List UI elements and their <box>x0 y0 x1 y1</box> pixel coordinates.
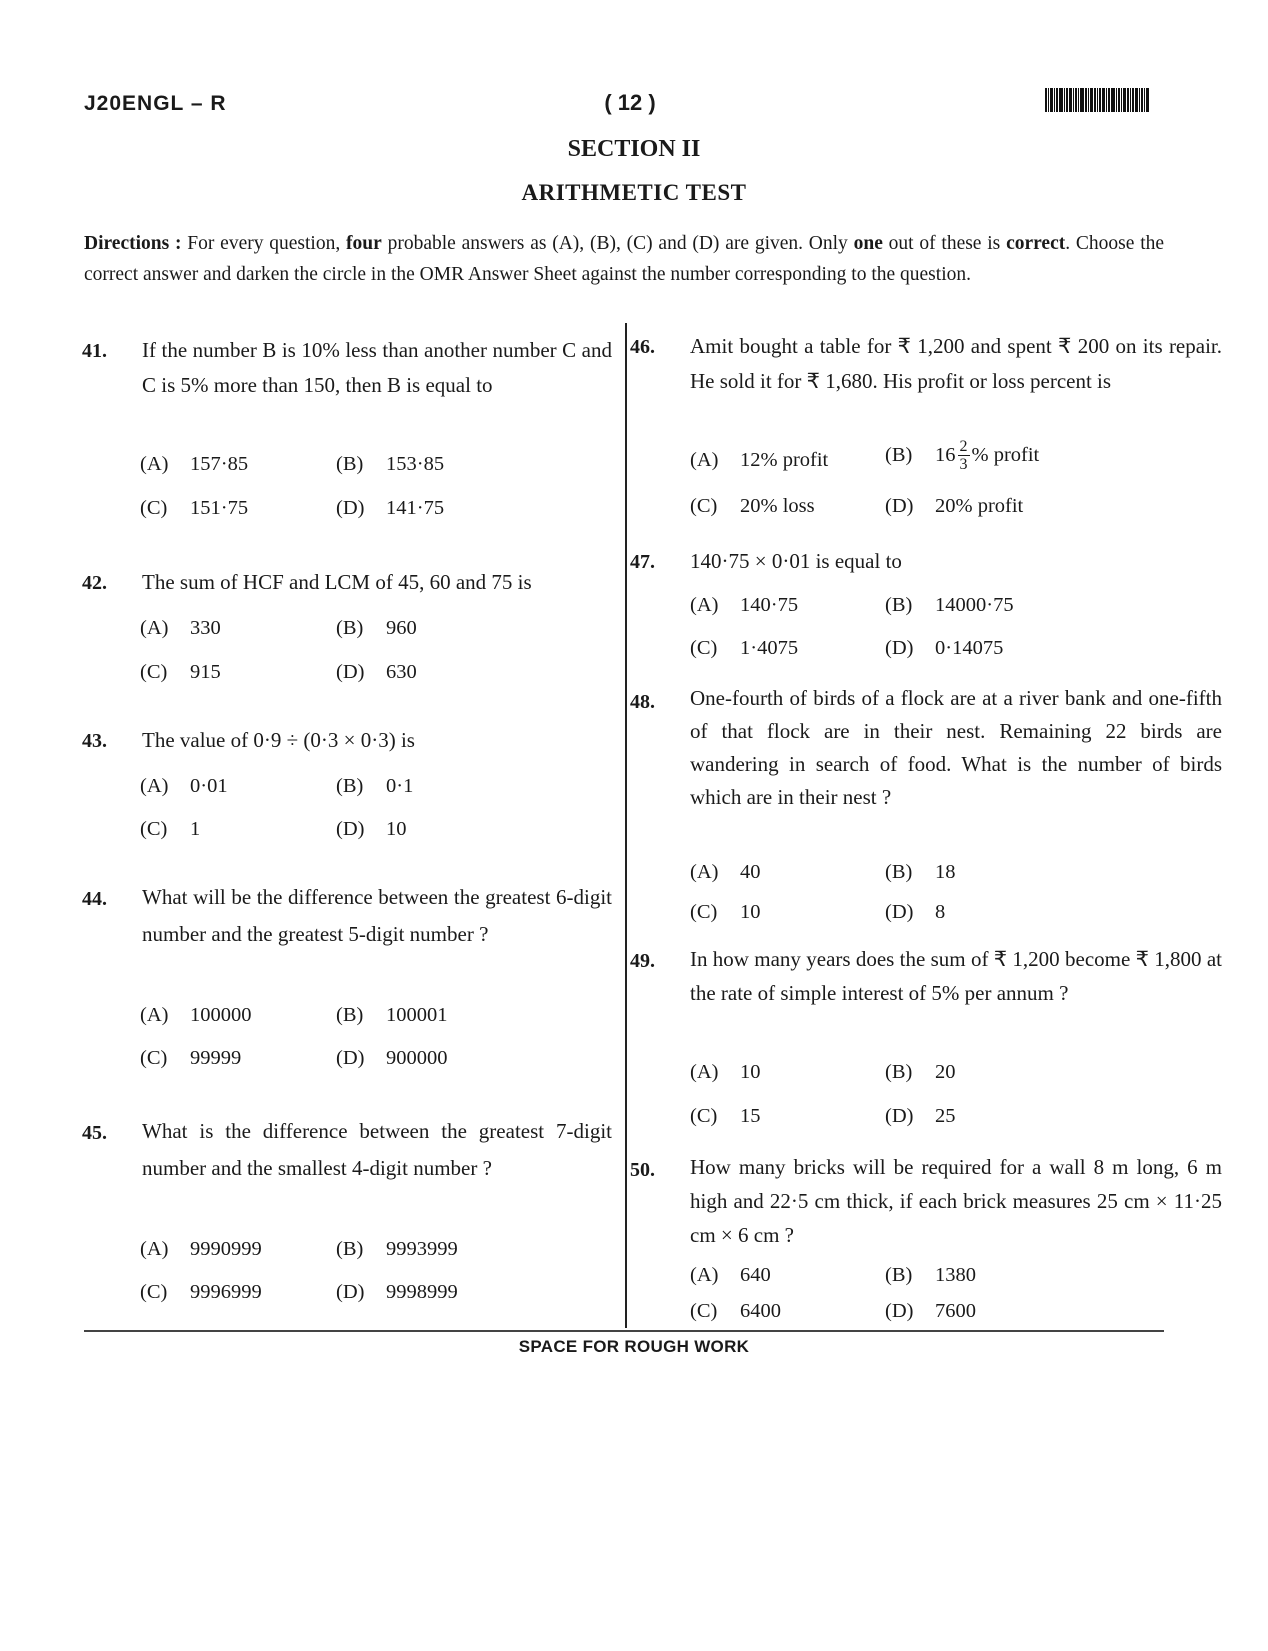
paper-code: J20ENGL – R <box>84 92 227 115</box>
option-label: (B) <box>885 594 913 616</box>
option-value: 8 <box>935 901 946 923</box>
fraction-numerator: 2 <box>959 438 968 455</box>
option-label: (A) <box>690 449 719 471</box>
directions-text: . Choose the correct answer and darken the circle in the OMR Answer Sheet against the number corresponding to the question. <box>84 233 1165 285</box>
option-value: 640 <box>740 1264 771 1286</box>
page-number: ( 12 ) <box>604 90 656 115</box>
option-label: (B) <box>885 444 913 466</box>
option-d[interactable] <box>336 661 417 684</box>
option-label: (C) <box>140 497 168 519</box>
option-value: 99999 <box>190 1047 242 1069</box>
column-divider <box>625 323 627 1328</box>
option-b[interactable] <box>336 1004 448 1027</box>
option-value: 0·01 <box>190 775 228 797</box>
option-suffix: % profit <box>971 444 1040 466</box>
question-number: 46. <box>630 336 655 358</box>
option-b[interactable] <box>885 861 956 884</box>
directions-paragraph <box>84 228 1164 290</box>
fraction-whole: 16 <box>935 444 956 466</box>
option-d[interactable] <box>885 495 1023 518</box>
option-value: 140·75 <box>740 594 799 616</box>
option-label: (D) <box>885 637 914 659</box>
question-number: 48. <box>630 691 655 713</box>
option-a[interactable] <box>140 1238 262 1261</box>
option-c[interactable] <box>140 497 248 520</box>
option-value: 0·1 <box>386 775 414 797</box>
option-label: (D) <box>885 1105 914 1127</box>
option-a[interactable] <box>690 594 798 617</box>
option-value: 7600 <box>935 1300 976 1322</box>
question-text: In how many years does the sum of ₹ 1,200 become ₹ 1,800 at the rate of simple interest of 5% per annum ? <box>690 947 1222 1005</box>
option-value: 18 <box>935 861 956 883</box>
option-value: 100001 <box>386 1004 448 1026</box>
option-c[interactable] <box>690 1105 761 1128</box>
option-c[interactable] <box>140 818 200 841</box>
option-label: (D) <box>885 901 914 923</box>
option-label: (C) <box>140 661 168 683</box>
option-value: 330 <box>190 617 221 639</box>
option-label: (C) <box>690 1300 718 1322</box>
option-a[interactable] <box>140 617 221 640</box>
question-text: How many bricks will be required for a wall 8 m long, 6 m high and 22·5 cm thick, if each brick measures 25 cm × 11·25 cm × 6 cm ? <box>690 1155 1222 1247</box>
option-value: 151·75 <box>190 497 249 519</box>
option-value: 15 <box>740 1105 761 1127</box>
option-label: (B) <box>885 1061 913 1083</box>
question-text: If the number B is 10% less than another number C and C is 5% more than 150, then B is equal to <box>142 338 612 397</box>
directions-emphasis: four <box>346 233 382 254</box>
question-number: 44. <box>82 888 107 910</box>
option-c[interactable] <box>140 1281 262 1304</box>
option-value: 1·4075 <box>740 637 799 659</box>
option-c[interactable] <box>140 661 221 684</box>
question-text: One-fourth of birds of a flock are at a river bank and one-fifth of that flock are in their nest. Remaining 22 birds are wandering in search of food. What is the number of birds which are in their nest ? <box>690 686 1222 809</box>
directions-label: Directions : <box>84 233 182 254</box>
option-d[interactable] <box>336 497 444 520</box>
option-label: (B) <box>336 453 364 475</box>
barcode-image <box>1045 88 1165 112</box>
option-value: 10 <box>740 901 761 923</box>
option-label: (C) <box>690 1105 718 1127</box>
option-label: (B) <box>885 861 913 883</box>
question-text: The sum of HCF and LCM of 45, 60 and 75 is <box>142 570 532 594</box>
option-label: (D) <box>336 497 365 519</box>
question-number: 45. <box>82 1122 107 1144</box>
option-b[interactable] <box>885 438 1039 473</box>
option-label: (B) <box>885 1264 913 1286</box>
option-a[interactable] <box>690 1264 771 1287</box>
option-value: 9993999 <box>386 1238 458 1260</box>
fraction-denominator: 3 <box>959 456 968 473</box>
option-value: 9990999 <box>190 1238 262 1260</box>
option-label: (D) <box>336 818 365 840</box>
option-c[interactable] <box>690 901 761 924</box>
directions-emphasis: one <box>853 233 883 254</box>
option-d[interactable] <box>336 818 407 841</box>
option-value: 630 <box>386 661 417 683</box>
question-text: What is the difference between the greatest 7-digit number and the smallest 4-digit number ? <box>142 1119 612 1180</box>
option-label: (D) <box>336 661 365 683</box>
option-value: 25 <box>935 1105 956 1127</box>
option-label: (C) <box>140 818 168 840</box>
option-value <box>935 438 1040 473</box>
option-value: 20% loss <box>740 495 815 517</box>
question-text: 140·75 × 0·01 is equal to <box>690 549 902 573</box>
question-number: 41. <box>82 340 107 362</box>
question-number: 49. <box>630 950 655 972</box>
option-label: (B) <box>336 1238 364 1260</box>
option-value: 0·14075 <box>935 637 1004 659</box>
option-b[interactable] <box>885 594 1014 617</box>
option-label: (A) <box>140 1004 169 1026</box>
option-label: (D) <box>336 1047 365 1069</box>
option-value: 14000·75 <box>935 594 1014 616</box>
option-b[interactable] <box>336 1238 458 1261</box>
option-c[interactable] <box>690 637 798 660</box>
option-a[interactable] <box>690 449 828 472</box>
option-label: (A) <box>140 775 169 797</box>
option-label: (B) <box>336 1004 364 1026</box>
option-d[interactable] <box>885 1105 956 1128</box>
option-value: 960 <box>386 617 417 639</box>
option-label: (C) <box>690 495 718 517</box>
option-value: 10 <box>386 818 407 840</box>
rough-work-heading: SPACE FOR ROUGH WORK <box>518 1337 750 1356</box>
question-number: 43. <box>82 730 107 752</box>
option-a[interactable] <box>140 775 228 798</box>
option-a[interactable] <box>690 1061 761 1084</box>
footer-rule <box>84 1330 1164 1332</box>
option-value: 157·85 <box>190 453 249 475</box>
option-d[interactable] <box>885 901 945 924</box>
option-value: 20% profit <box>935 495 1024 517</box>
option-value: 153·85 <box>386 453 445 475</box>
question-number: 50. <box>630 1159 655 1181</box>
option-value: 1380 <box>935 1264 976 1286</box>
option-c[interactable] <box>690 1300 781 1323</box>
option-a[interactable] <box>140 453 248 476</box>
option-label: (A) <box>140 1238 169 1260</box>
option-label: (C) <box>690 637 718 659</box>
option-label: (A) <box>690 594 719 616</box>
option-label: (A) <box>690 1061 719 1083</box>
question-text: What will be the difference between the greatest 6-digit number and the greatest 5-digit number ? <box>142 885 612 946</box>
option-b[interactable] <box>336 617 417 640</box>
question-text: The value of 0·9 ÷ (0·3 × 0·3) is <box>142 728 415 752</box>
option-value: 40 <box>740 861 761 883</box>
option-value: 9998999 <box>386 1281 458 1303</box>
option-label: (B) <box>336 617 364 639</box>
option-label: (A) <box>690 861 719 883</box>
option-d[interactable] <box>885 1300 976 1323</box>
option-c[interactable] <box>140 1047 241 1070</box>
option-label: (C) <box>140 1281 168 1303</box>
option-value: 12% profit <box>740 449 829 471</box>
option-value: 915 <box>190 661 221 683</box>
option-value: 141·75 <box>386 497 445 519</box>
option-label: (A) <box>140 453 169 475</box>
option-d[interactable] <box>336 1281 458 1304</box>
question-number: 47. <box>630 551 655 573</box>
option-label: (D) <box>336 1281 365 1303</box>
option-label: (D) <box>885 1300 914 1322</box>
fraction <box>958 438 970 473</box>
option-b[interactable] <box>336 453 444 476</box>
option-value: 6400 <box>740 1300 781 1322</box>
option-value: 1 <box>190 818 201 840</box>
directions-text: probable answers as (A), (B), (C) and (D) are given. Only <box>381 233 854 254</box>
option-d[interactable] <box>885 637 1003 660</box>
option-label: (A) <box>690 1264 719 1286</box>
question-number: 42. <box>82 572 107 594</box>
option-a[interactable] <box>690 861 761 884</box>
option-value: 9996999 <box>190 1281 262 1303</box>
option-label: (D) <box>885 495 914 517</box>
option-value: 100000 <box>190 1004 252 1026</box>
option-label: (C) <box>690 901 718 923</box>
option-b[interactable] <box>885 1264 976 1287</box>
directions-emphasis: correct <box>1006 233 1066 254</box>
section-title: SECTION II <box>567 136 701 162</box>
directions-text: For every question, <box>181 233 347 254</box>
directions-text: out of these is <box>882 233 1007 254</box>
option-label: (B) <box>336 775 364 797</box>
option-c[interactable] <box>690 495 815 518</box>
option-b[interactable] <box>885 1061 956 1084</box>
option-d[interactable] <box>336 1047 448 1070</box>
option-a[interactable] <box>140 1004 252 1027</box>
option-value: 10 <box>740 1061 761 1083</box>
option-label: (C) <box>140 1047 168 1069</box>
option-value: 900000 <box>386 1047 448 1069</box>
question-text: Amit bought a table for ₹ 1,200 and spent ₹ 200 on its repair. He sold it for ₹ 1,680. His profit or loss percent is <box>690 334 1222 393</box>
option-label: (A) <box>140 617 169 639</box>
test-title: ARITHMETIC TEST <box>521 180 747 205</box>
option-b[interactable] <box>336 775 413 798</box>
option-value: 20 <box>935 1061 956 1083</box>
